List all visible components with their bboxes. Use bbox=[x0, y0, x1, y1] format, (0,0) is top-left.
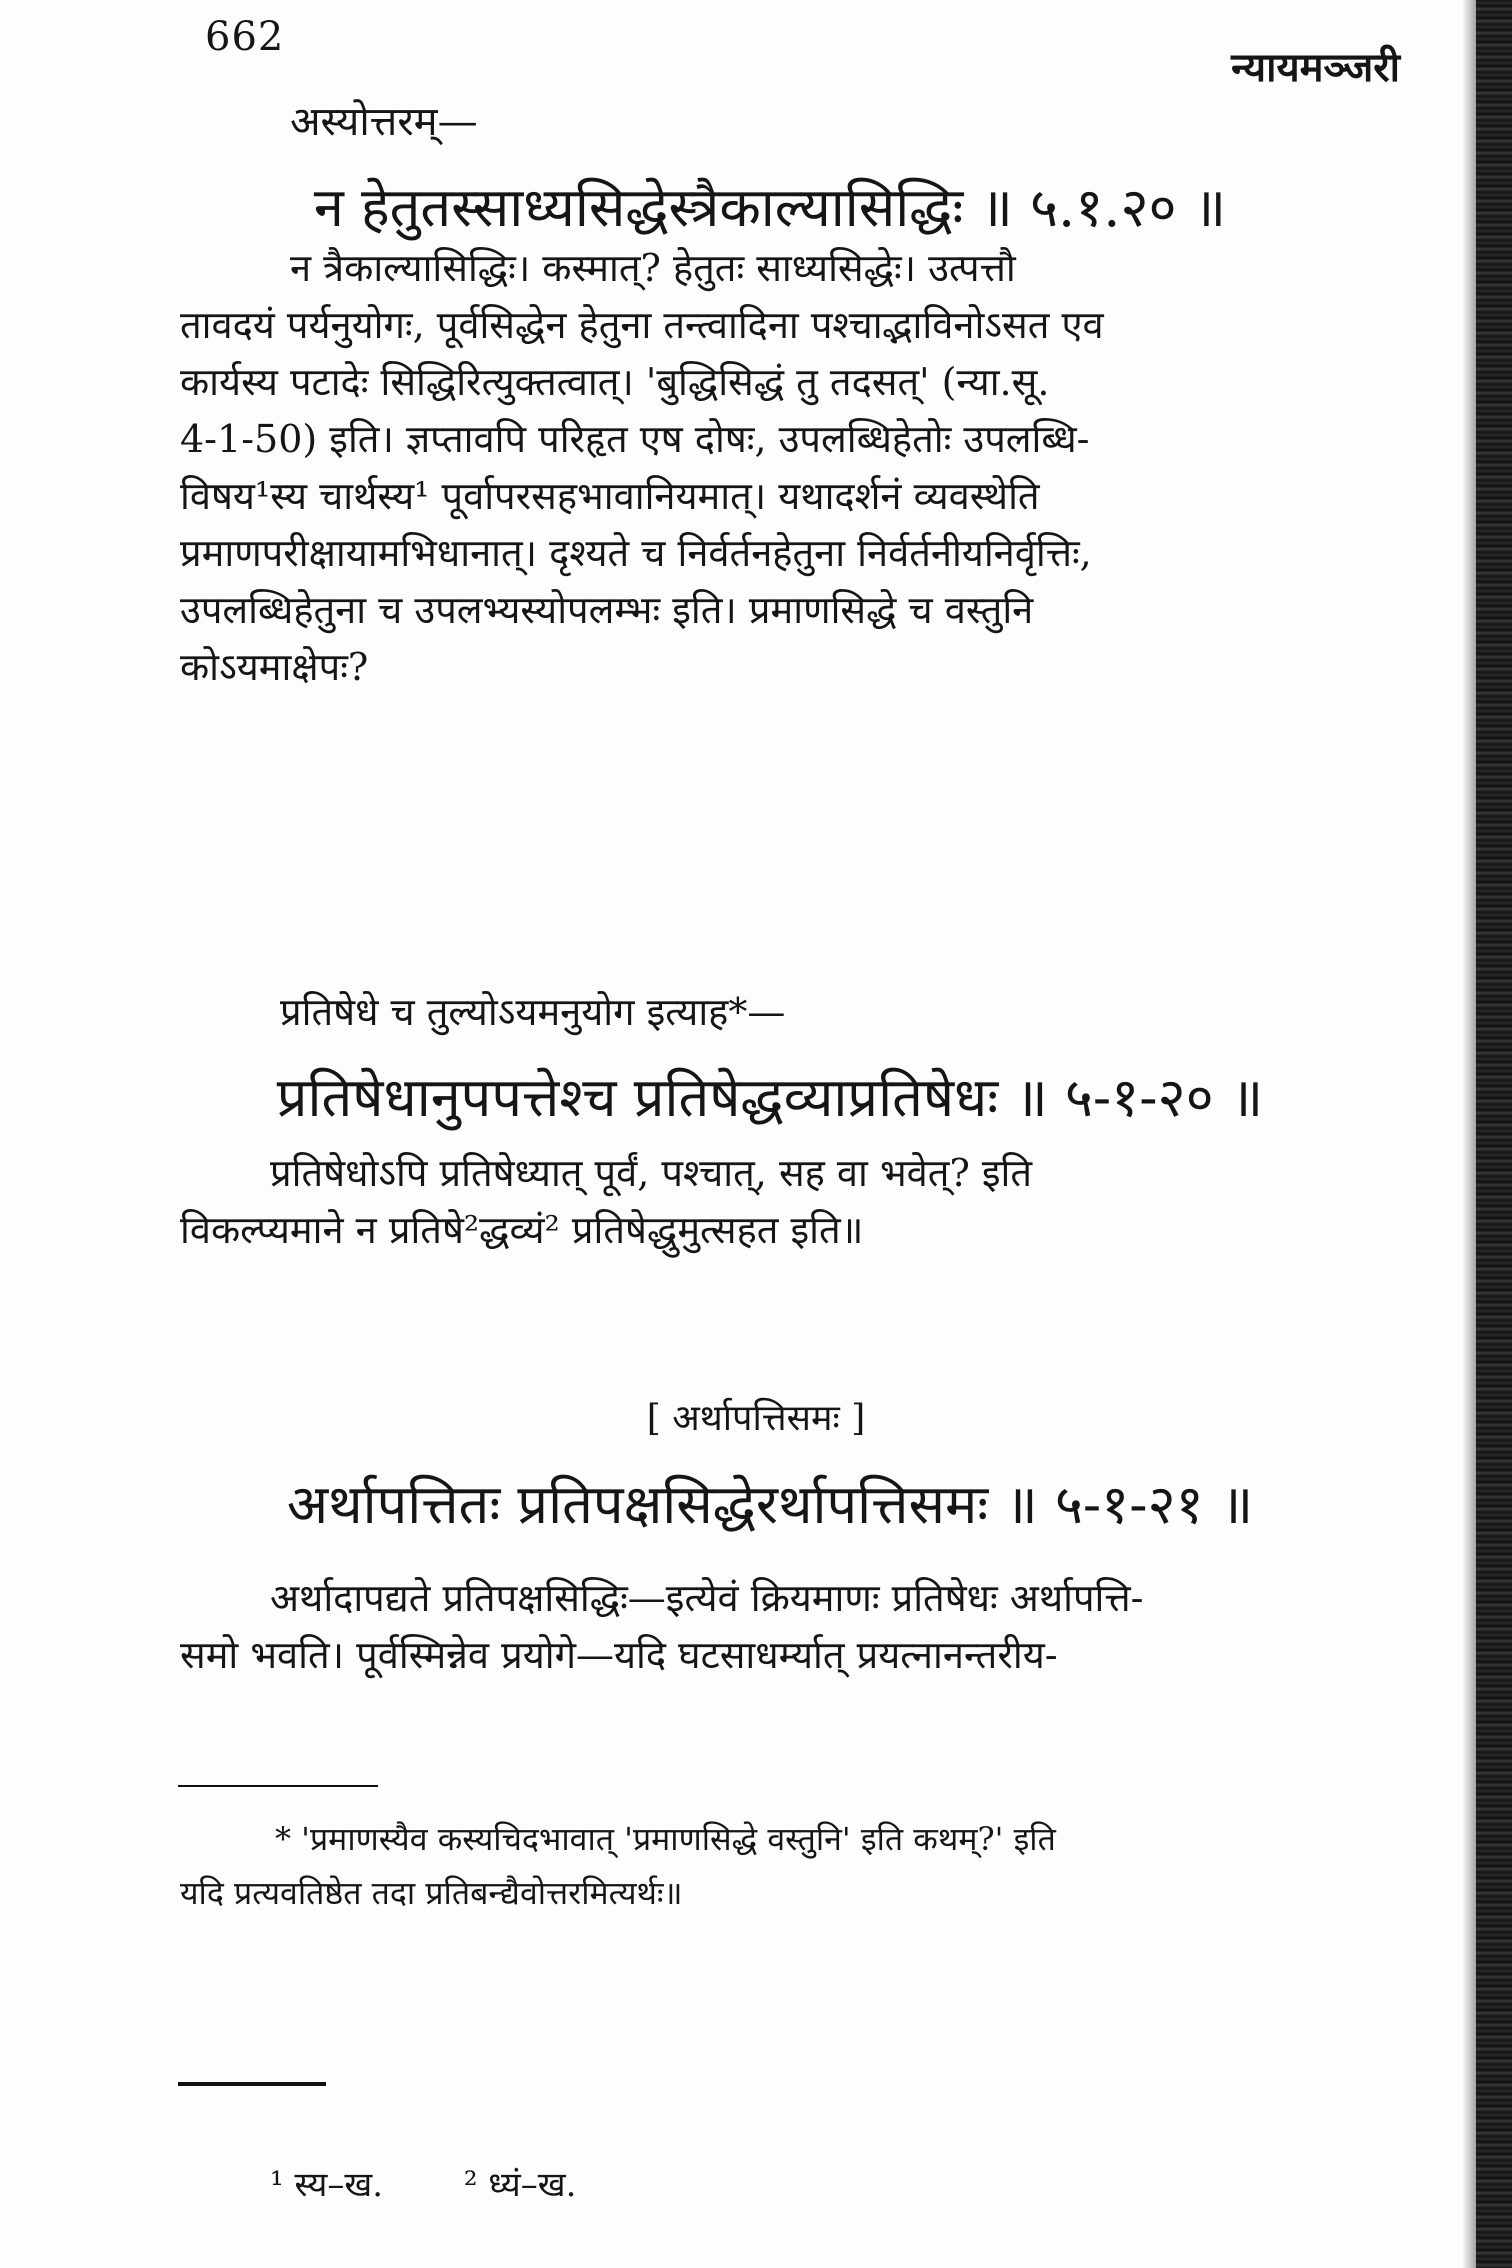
paragraph-line: उपलब्धिहेतुना च उपलभ्यस्योपलम्भः इति। प्रमाणसिद्धे च वस्तुनि bbox=[180, 588, 1034, 632]
binding-shadow bbox=[1462, 0, 1476, 2268]
variant-reading: ¹ स्य–ख. bbox=[270, 2165, 384, 2205]
footnote bbox=[180, 1812, 1385, 1920]
sutra-2: प्रतिषेधानुपपत्तेश्च प्रतिषेद्धव्याप्रतिषेधः ॥ ५-१-२० ॥ bbox=[276, 1066, 1264, 1129]
paragraph-line: विकल्प्यमाने न प्रतिषे²द्धव्यं² प्रतिषेद्धुमुत्सहत इति॥ bbox=[180, 1208, 864, 1252]
variants-separator bbox=[178, 2082, 326, 2086]
variant-reading: ² ध्यं–ख. bbox=[463, 2165, 577, 2205]
paragraph-line: प्रतिषेधोऽपि प्रतिषेध्यात् पूर्वं, पश्चात्, सह वा भवेत्? इति bbox=[270, 1151, 1033, 1195]
paragraph-line: 4-1-50) इति। ज्ञप्तावपि परिहृत एष दोषः, उपलब्धिहेतोः उपलब्धि- bbox=[180, 417, 1090, 461]
running-title: न्यायमञ्जरी bbox=[1231, 44, 1400, 91]
footnote-line: यदि प्रत्यवतिष्ठेत तदा प्रतिबन्द्यैवोत्तरमित्यर्थः॥ bbox=[180, 1874, 683, 1912]
paragraph-line: कार्यस्य पटादेः सिद्धिरित्युक्तत्वात्। 'बुद्धिसिद्धं तु तदसत्' (न्या.सू. bbox=[180, 360, 1050, 404]
footnote-line: * 'प्रमाणस्यैव कस्यचिदभावात् 'प्रमाणसिद्धे वस्तुनि' इति कथम्?' इति bbox=[275, 1820, 1056, 1858]
sutra-1: न हेतुतस्साध्यसिद्धेस्त्रैकाल्यासिद्धिः ॥ ५.१.२० ॥ bbox=[313, 176, 1227, 239]
sutra-3: अर्थापत्तितः प्रतिपक्षसिद्धेरर्थापत्तिसमः ॥ ५-१-२१ ॥ bbox=[286, 1473, 1254, 1536]
variant-readings bbox=[270, 2160, 646, 2206]
paragraph-1 bbox=[180, 240, 1385, 696]
paragraph-line: न त्रैकाल्यासिद्धिः। कस्मात्? हेतुतः साध्यसिद्धेः। उत्पत्तौ bbox=[290, 246, 1016, 290]
paragraph-line: विषय¹स्य चार्थस्य¹ पूर्वापरसहभावानियमात्। यथादर्शनं व्यवस्थेति bbox=[180, 474, 1040, 518]
section-heading: [ अर्थापत्तिसमः ] bbox=[646, 1398, 866, 1439]
para-2-intro: प्रतिषेधे च तुल्योऽयमनुयोग इत्याह*— bbox=[280, 990, 786, 1034]
intro-heading: अस्योत्तरम्— bbox=[290, 99, 478, 145]
paragraph-4 bbox=[180, 1570, 1385, 1684]
page-edge bbox=[1476, 0, 1512, 2268]
paragraph-line: कोऽयमाक्षेपः? bbox=[180, 645, 369, 689]
footnote-separator bbox=[178, 1785, 378, 1787]
page-number: 662 bbox=[205, 14, 285, 60]
paragraph-3 bbox=[180, 1145, 1385, 1259]
paragraph-line: प्रमाणपरीक्षायामभिधानात्। दृश्यते च निर्वर्तनहेतुना निर्वर्तनीयनिर्वृत्तिः, bbox=[180, 531, 1092, 575]
paragraph-line: तावदयं पर्यनुयोगः, पूर्वसिद्धेन हेतुना तन्त्वादिना पश्चाद्भाविनोऽसत एव bbox=[180, 303, 1104, 347]
paragraph-line: अर्थादापद्यते प्रतिपक्षसिद्धिः—इत्येवं क्रियमाणः प्रतिषेधः अर्थापत्ति- bbox=[270, 1576, 1144, 1620]
paragraph-line: समो भवति। पूर्वस्मिन्नेव प्रयोगे—यदि घटसाधर्म्यात् प्रयत्नानन्तरीय- bbox=[180, 1633, 1058, 1677]
